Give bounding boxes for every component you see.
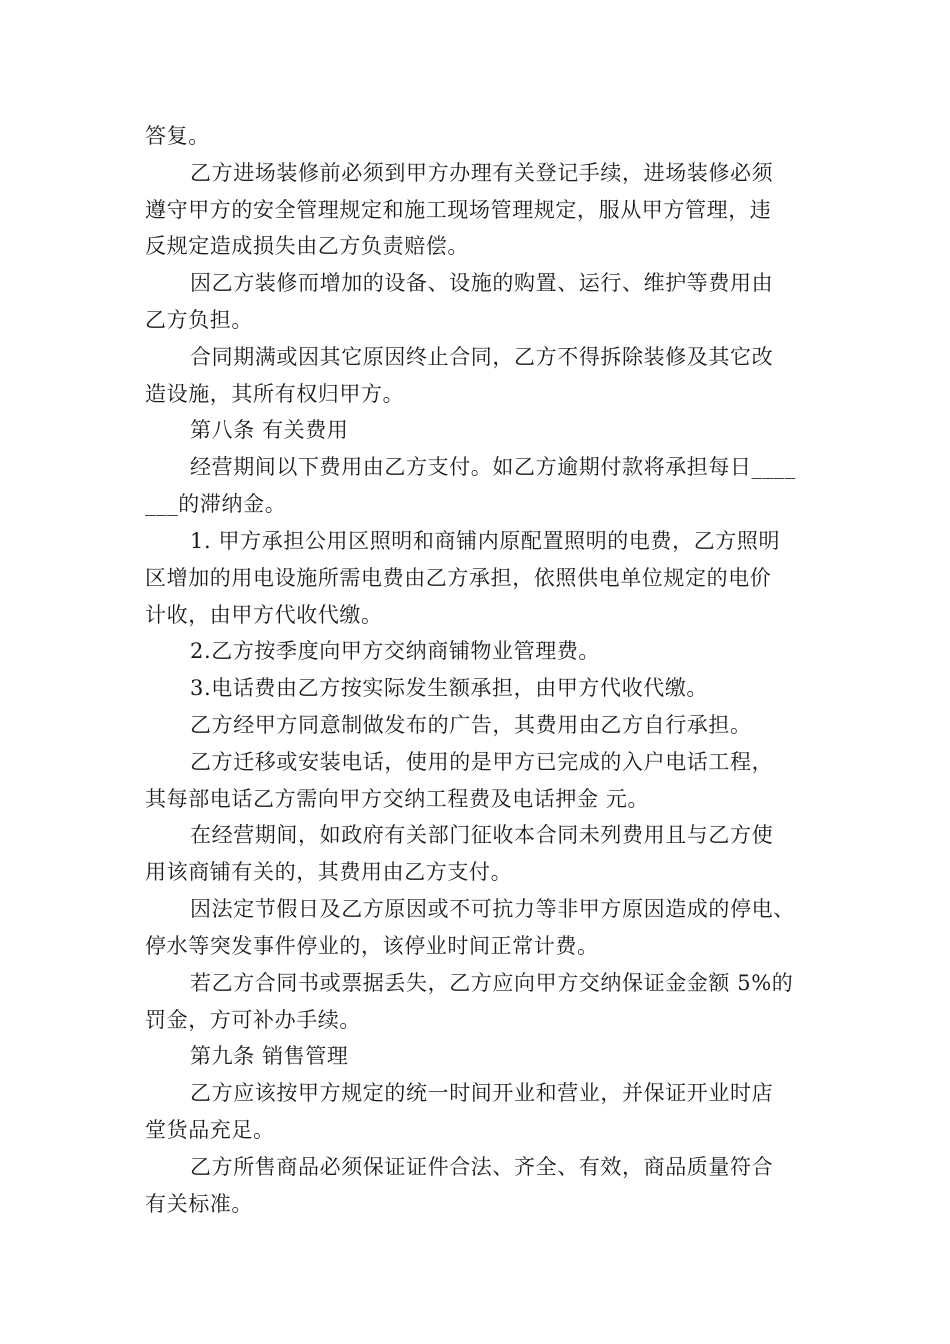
text-line: 罚金，方可补办手续。 [145, 1008, 361, 1032]
paragraph-first-line: 因乙方装修而增加的设备、设施的购置、运行、维护等费用由 [190, 271, 774, 295]
text-line: 用该商铺有关的，其费用由乙方支付。 [145, 860, 513, 884]
paragraph-first-line: 乙方迁移或安装电话，使用的是甲方已完成的入户电话工程， [190, 750, 774, 774]
list-item: 1. 甲方承担公用区照明和商铺内原配置照明的电费，乙方照明 [190, 529, 781, 553]
list-item: 2.乙方按季度向甲方交纳商铺物业管理费。 [190, 639, 601, 663]
paragraph-first-line: 因法定节假日及乙方原因或不可抗力等非甲方原因造成的停电、 [190, 897, 795, 921]
text-line: 其每部电话乙方需向甲方交纳工程费及电话押金 元。 [145, 787, 650, 811]
paragraph-first-line: 在经营期间，如政府有关部门征收本合同未列费用且与乙方使 [190, 823, 774, 847]
text-line: 堂货品充足。 [145, 1118, 275, 1142]
paragraph-first-line: 乙方进场装修前必须到甲方办理有关登记手续，进场装修必须 [190, 161, 774, 185]
text-line: 区增加的用电设施所需电费由乙方承担，依照供电单位规定的电价 [145, 566, 772, 590]
text-line: 遵守甲方的安全管理规定和施工现场管理规定，服从甲方管理，违 [145, 198, 772, 222]
section-heading: 第八条 有关费用 [190, 418, 349, 442]
paragraph-first-line: 若乙方合同书或票据丢失，乙方应向甲方交纳保证金金额 5%的 [190, 971, 794, 995]
paragraph-first-line: 经营期间以下费用由乙方支付。如乙方逾期付款将承担每日____ [190, 455, 796, 479]
paragraph-first-line: 合同期满或因其它原因终止合同，乙方不得拆除装修及其它改 [190, 345, 774, 369]
text-line: 有关标准。 [145, 1192, 253, 1216]
text-line: 乙方负担。 [145, 308, 253, 332]
text-line: ___的滞纳金。 [145, 492, 287, 516]
text-line: 停水等突发事件停业的，该停业时间正常计费。 [145, 934, 599, 958]
text-line: 反规定造成损失由乙方负责赔偿。 [145, 234, 469, 258]
list-item: 3.电话费由乙方按实际发生额承担，由甲方代收代缴。 [190, 676, 709, 700]
section-heading: 第九条 销售管理 [190, 1044, 349, 1068]
text-line: 答复。 [145, 124, 210, 148]
text-line: 计收，由甲方代收代缴。 [145, 603, 383, 627]
text-line: 造设施，其所有权归甲方。 [145, 382, 405, 406]
paragraph-first-line: 乙方应该按甲方规定的统一时间开业和营业，并保证开业时店 [190, 1081, 774, 1105]
paragraph-first-line: 乙方经甲方同意制做发布的广告，其费用由乙方自行承担。 [190, 713, 752, 737]
paragraph-first-line: 乙方所售商品必须保证证件合法、齐全、有效，商品质量符合 [190, 1155, 774, 1179]
